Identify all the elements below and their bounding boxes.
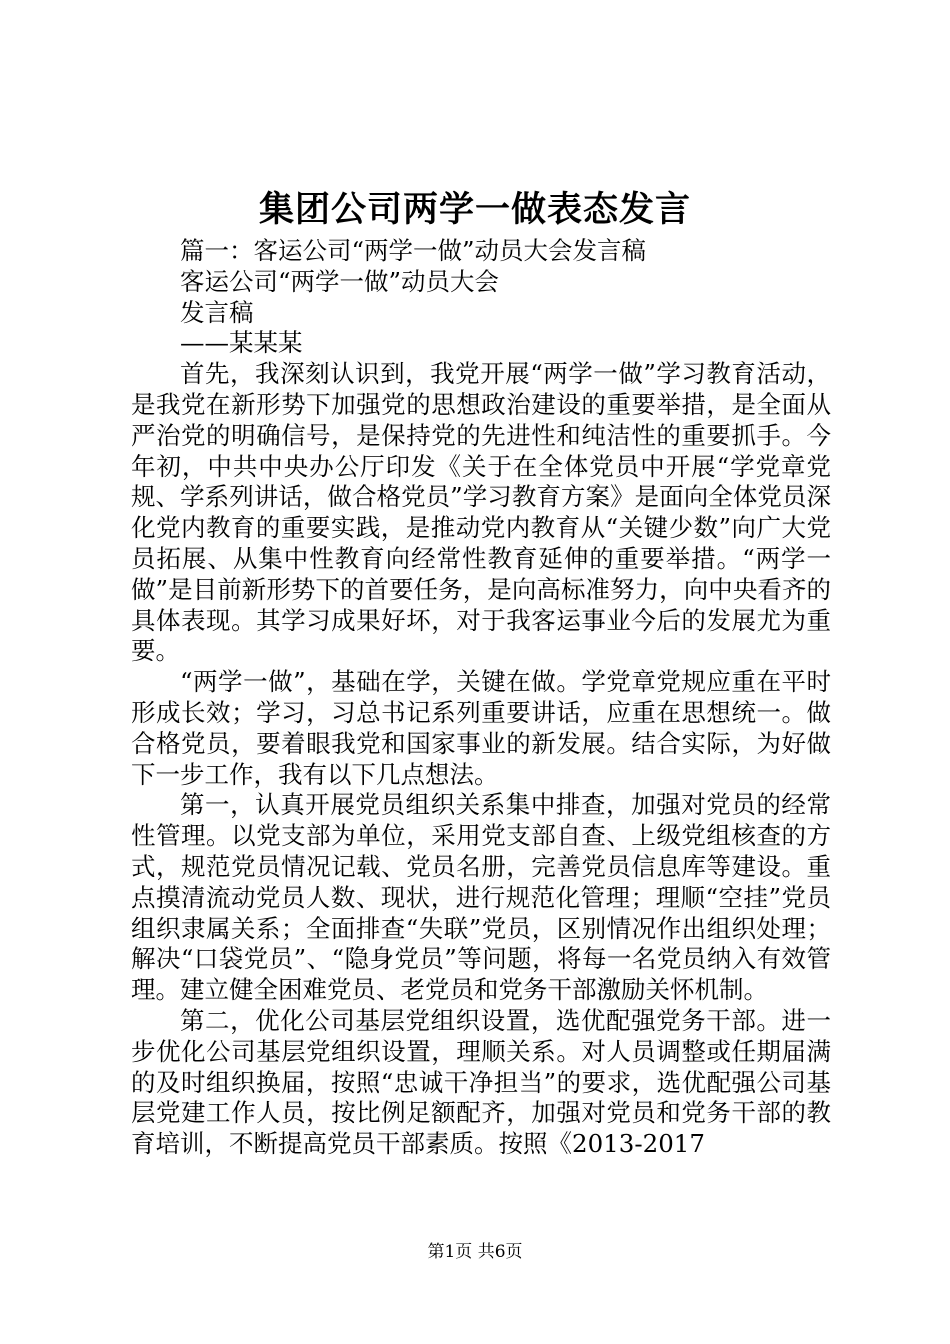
paragraph-point-one: 第一，认真开展党员组织关系集中排查，加强对党员的经常性管理。以党支部为单位，采用党支部自查、上级党组核查的方式，规范党员情况记载、党员名册，完善党员信息库等建设。重点摸清流动党员人数、现状，进行规范化管理；理顺“空挂”党员组织隶属关系；全面排查“失联”党员，区别情况作出组织处理；解决“口袋党员”、“隐身党员”等问题，将每一名党员纳入有效管理。建立健全困难党员、老党员和党务干部激励关怀机制。 (131, 790, 831, 1005)
heading-line-article: 篇一：客运公司“两学一做”动员大会发言稿 (180, 236, 647, 265)
heading-line-subtitle: 客运公司“两学一做”动员大会 (180, 266, 500, 296)
document-body (131, 236, 831, 1160)
page-footer: 第1页 共6页 (427, 1242, 523, 1262)
document-title: 集团公司两学一做表态发言 (258, 189, 691, 230)
paragraph-point-two: 第二，优化公司基层党组织设置，选优配强党务干部。进一步优化公司基层党组织设置，理顺关系。对人员调整或任期届满的及时组织换届，按照“忠诚干净担当”的要求，选优配强公司基层党建工作人员，按比例足额配齐，加强对党员和党务干部的教育培训，不断提高党员干部素质。按照《2013-2017 (131, 1005, 831, 1159)
paragraph-basis: “两学一做”，基础在学，关键在做。学党章党规应重在平时形成长效；学习，习总书记系列重要讲话，应重在思想统一。做合格党员，要着眼我党和国家事业的新发展。结合实际，为好做下一步工作，我有以下几点想法。 (131, 667, 831, 789)
heading-line-subtitle-cont: 发言稿 (180, 297, 254, 327)
heading-line-author: ——某某某 (180, 328, 303, 358)
paragraph-intro: 首先，我深刻认识到，我党开展“两学一做”学习教育活动，是我党在新形势下加强党的思想政治建设的重要举措，是全面从严治党的明确信号，是保持党的先进性和纯洁性的重要抓手。今年初，中共中央办公厅印发《关于在全体党员中开展“学党章党规、学系列讲话，做合格党员”学习教育方案》是面向全体党员深化党内教育的重要实践，是推动党内教育从“关键少数”向广大党员拓展、从集中性教育向经常性教育延伸的重要举措。“两学一做”是目前新形势下的首要任务，是向高标准努力，向中央看齐的具体表现。其学习成果好坏，对于我客运事业今后的发展尤为重要。 (131, 359, 831, 666)
